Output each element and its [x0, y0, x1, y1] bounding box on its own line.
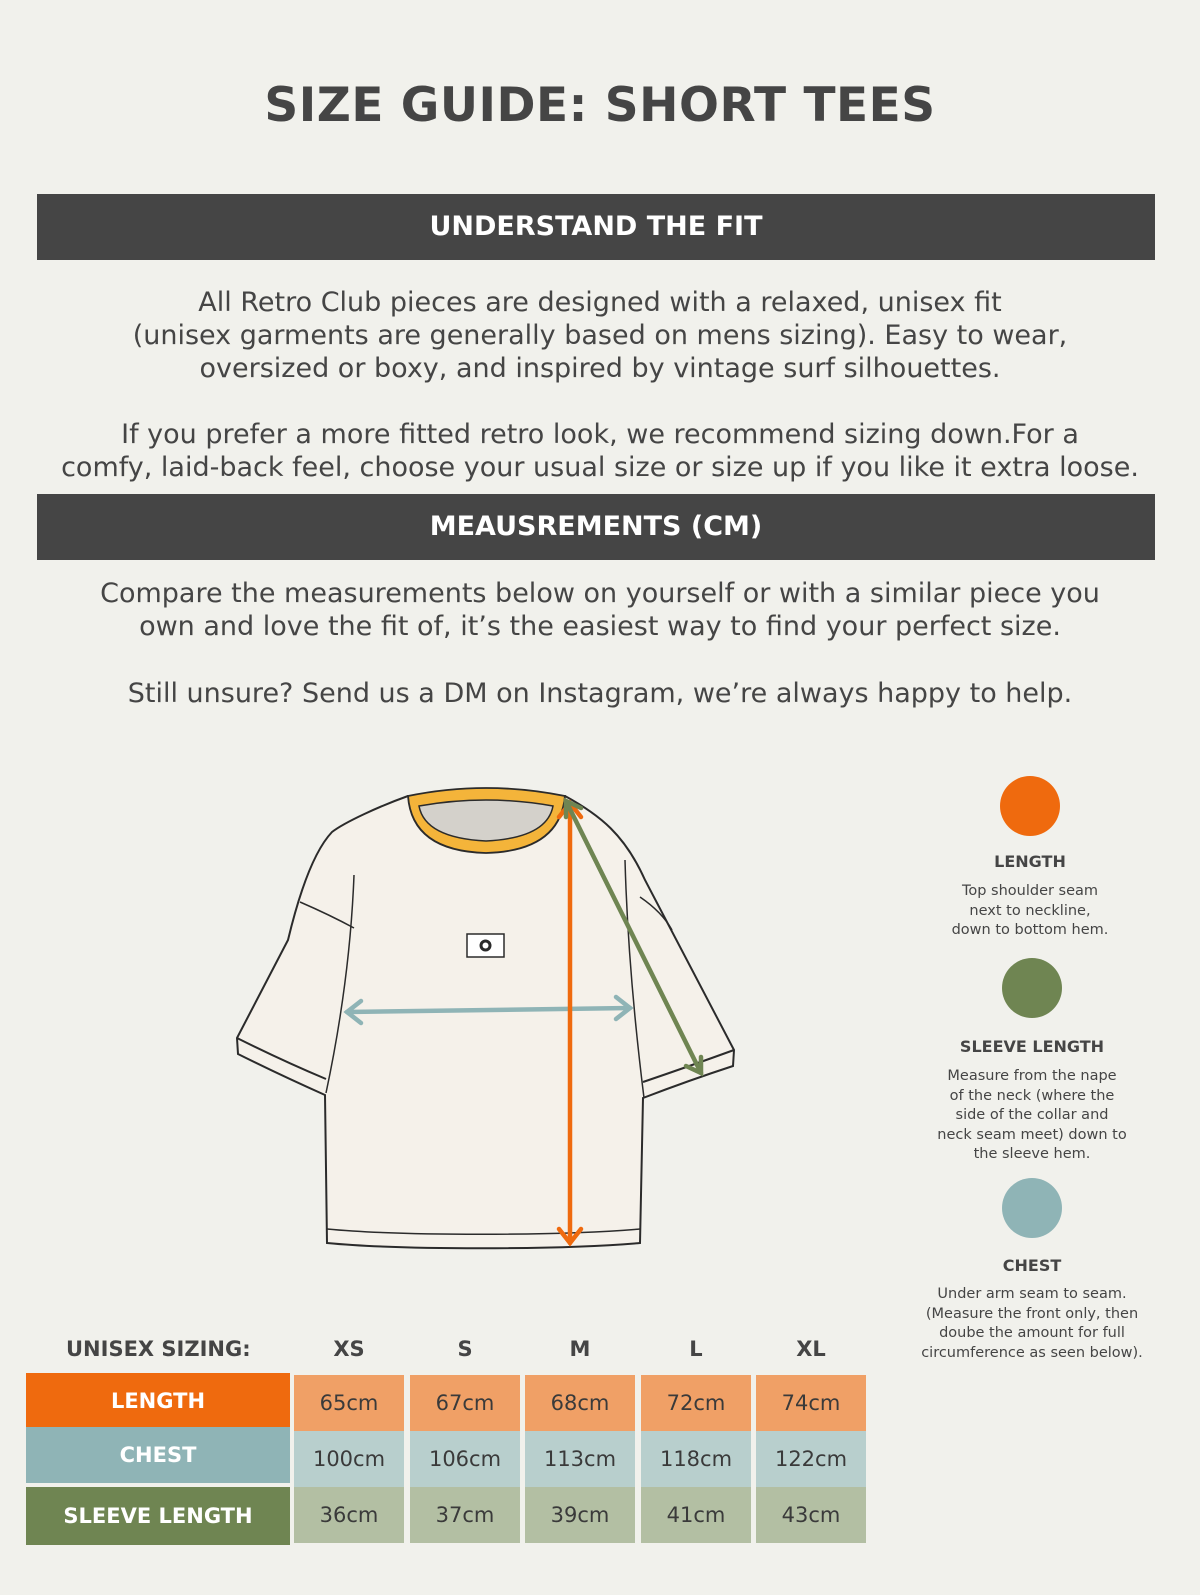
size-header-xl: XL: [796, 1337, 826, 1361]
table-cell: 67cm: [410, 1375, 520, 1431]
fit-line: comfy, laid-back feel, choose your usual size or size up if you like it extra loose.: [61, 452, 1139, 483]
table-cell: 100cm: [294, 1431, 404, 1487]
legend-line: doube the amount for full: [939, 1325, 1125, 1341]
legend-line: of the neck (where the: [949, 1087, 1115, 1104]
legend-line: circumference as seen below).: [921, 1344, 1143, 1361]
page-title: SIZE GUIDE: SHORT TEES: [264, 78, 936, 133]
legend-line: down to bottom hem.: [951, 922, 1109, 938]
chest-legend-dot: [1002, 1178, 1062, 1238]
table-cell: 41cm: [641, 1487, 751, 1543]
table-cell: 72cm: [641, 1375, 751, 1431]
measurements-line: Compare the measurements below on yourself or with a similar piece you: [100, 578, 1100, 609]
measurements-line: Still unsure? Send us a DM on Instagram, we’re always happy to help.: [127, 678, 1073, 709]
size-header-xs: XS: [333, 1337, 365, 1361]
row-label-sleeve-length: SLEEVE LENGTH: [26, 1487, 290, 1545]
length-legend-dot: [1000, 776, 1060, 836]
table-cell: 39cm: [525, 1487, 635, 1543]
sleeve-legend-description: [902, 1067, 1162, 1165]
legend-line: Under arm seam to seam.: [937, 1286, 1127, 1302]
sleeve-legend-dot: [1002, 958, 1062, 1018]
table-cell: 106cm: [410, 1431, 520, 1487]
legend-line: side of the collar and: [955, 1107, 1109, 1123]
sleeve-legend-title: SLEEVE LENGTH: [959, 1037, 1105, 1056]
table-cell: 37cm: [410, 1487, 520, 1543]
table-cell: 36cm: [294, 1487, 404, 1543]
tshirt-logo-patch: [467, 934, 504, 957]
table-cell: 65cm: [294, 1375, 404, 1431]
legend-line: Measure from the nape: [947, 1068, 1117, 1084]
fit-line: oversized or boxy, and inspired by vintage surf silhouettes.: [199, 353, 1001, 384]
row-label-length: LENGTH: [26, 1373, 290, 1429]
table-cell: 113cm: [525, 1431, 635, 1487]
size-header-m: M: [569, 1337, 591, 1361]
tshirt-outline: [237, 796, 734, 1248]
legend-line: the sleeve hem.: [973, 1146, 1091, 1162]
legend-line: (Measure the front only, then: [925, 1305, 1139, 1322]
row-label-chest: CHEST: [26, 1427, 290, 1483]
chest-legend-description: [902, 1285, 1162, 1363]
fit-line: (unisex garments are generally based on mens sizing). Easy to wear,: [132, 320, 1068, 351]
length-legend-description: [900, 882, 1160, 941]
legend-line: Top shoulder seam: [961, 883, 1099, 899]
measurements-line: own and love the fit of, it’s the easiest way to find your perfect size.: [139, 611, 1061, 642]
measurements-section-header: MEAUSREMENTS (CM): [37, 494, 1155, 560]
table-heading: UNISEX SIZING:: [66, 1337, 251, 1361]
length-legend-title: LENGTH: [994, 852, 1066, 871]
legend-line: neck seam meet) down to: [937, 1126, 1127, 1143]
legend-line: next to neckline,: [969, 902, 1091, 919]
fit-line: If you prefer a more fitted retro look, we recommend sizing down.For a: [121, 419, 1079, 450]
table-cell: 118cm: [641, 1431, 751, 1487]
chest-legend-title: CHEST: [1002, 1256, 1062, 1275]
size-header-s: S: [457, 1337, 473, 1361]
table-cell: 43cm: [756, 1487, 866, 1543]
fit-section-header: UNDERSTAND THE FIT: [37, 194, 1155, 260]
table-cell: 68cm: [525, 1375, 635, 1431]
table-cell: 122cm: [756, 1431, 866, 1487]
fit-line: All Retro Club pieces are designed with a relaxed, unisex fit: [198, 287, 1002, 318]
table-cell: 74cm: [756, 1375, 866, 1431]
size-header-l: L: [689, 1337, 703, 1361]
